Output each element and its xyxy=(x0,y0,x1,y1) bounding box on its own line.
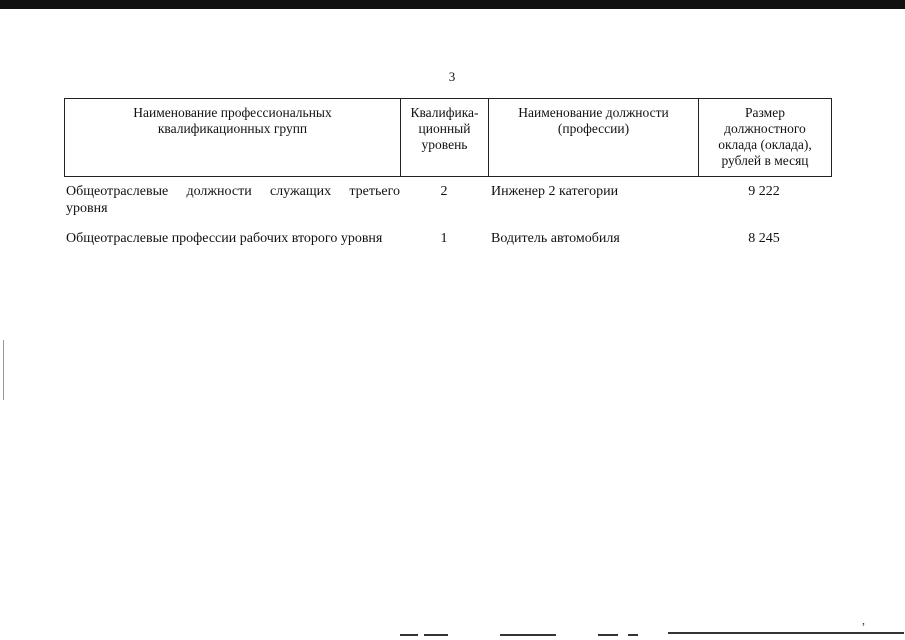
scan-top-border xyxy=(0,0,905,9)
cell-position-name: Водитель автомобиля xyxy=(491,231,620,246)
cell-qualification-level: 2 xyxy=(440,184,448,199)
table-header xyxy=(64,98,832,177)
header-salary: Размер должностного оклада (оклада), рублей в месяц xyxy=(718,105,812,168)
cell-group-name: Общеотраслевые должности служащих третьего уровня xyxy=(66,184,400,216)
scan-line-artifact xyxy=(668,632,904,634)
scan-line-artifact xyxy=(500,634,556,636)
header-position-name: Наименование должности (профессии) xyxy=(489,99,699,176)
scan-line-artifact xyxy=(424,634,448,636)
header-group-name: Наименование профессиональных квалификационных групп xyxy=(65,99,401,176)
scan-edge-artifact xyxy=(3,340,4,400)
scan-line-artifact xyxy=(598,634,618,636)
cell-position-name: Инженер 2 категории xyxy=(491,184,619,199)
cell-qualification-level: 1 xyxy=(440,231,448,246)
header-qualification-level: Квалифика- ционный уровень xyxy=(401,99,489,176)
scan-line-artifact xyxy=(628,634,638,636)
cell-group-name: Общеотраслевые профессии рабочих второго уровня xyxy=(66,231,383,246)
scan-speck-artifact: , xyxy=(862,613,865,627)
table-row xyxy=(64,183,832,217)
cell-salary: 9 222 xyxy=(748,184,780,199)
scan-line-artifact xyxy=(400,634,418,636)
table-row xyxy=(64,230,832,247)
page-number: 3 xyxy=(448,69,456,84)
cell-salary: 8 245 xyxy=(748,231,780,246)
